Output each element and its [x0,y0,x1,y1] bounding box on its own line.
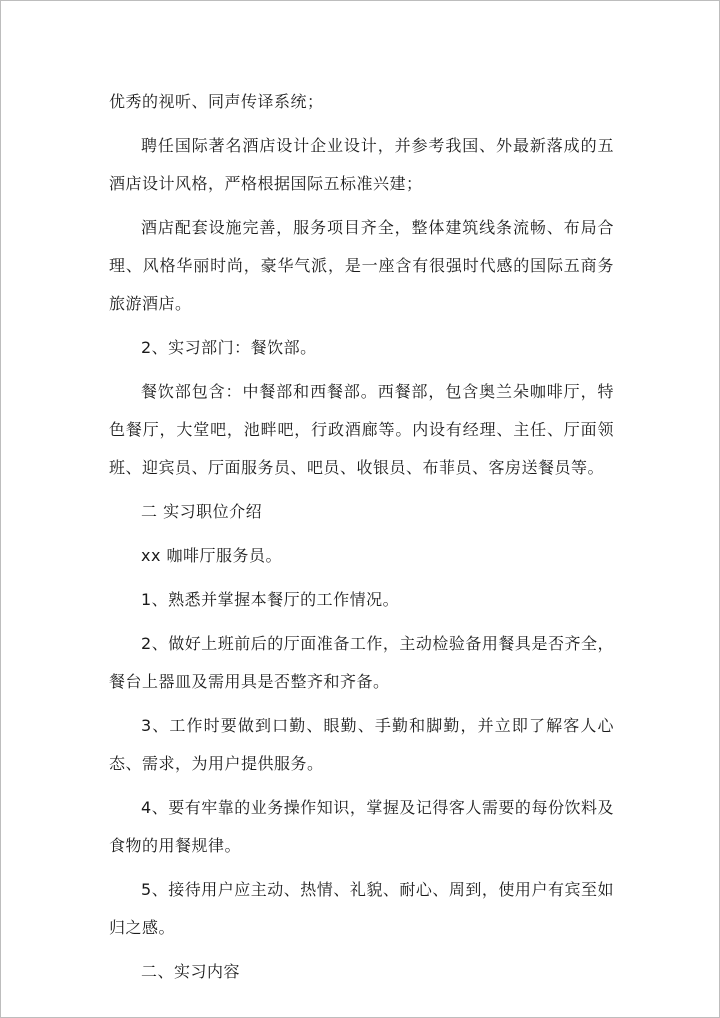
section-position-intro: 二 实习职位介绍 [141,502,263,521]
paragraph-fnb-department: 餐饮部包含：中餐部和西餐部。西餐部，包含奥兰朵咖啡厅，特色餐厅，大堂吧，池畔吧，行政酒廊等。内设有经理、主任、厅面领班、迎宾员、厅面服务员、吧员、收银员、布菲员、客房送餐员等。 [109,382,614,477]
list-item-duty-4: 4、要有牢靠的业务操作知识，掌握及记得客人需要的每份饮料及食物的用餐规律。 [109,798,614,855]
section-internship-department: 2、实习部门：餐饮部。 [141,338,317,357]
paragraph-position-title: xx 咖啡厅服务员。 [141,546,283,565]
paragraph-hotel-facilities: 酒店配套设施完善，服务项目齐全，整体建筑线条流畅、布局合理、风格华丽时尚，豪华气派，是一座含有很强时代感的国际五商务旅游酒店。 [109,218,614,313]
document-body [109,83,614,997]
paragraph-av-system: 优秀的视听、同声传译系统； [109,92,324,111]
list-item-duty-3: 3、工作时要做到口勤、眼勤、手勤和脚勤，并立即了解客人心态、需求，为用户提供服务。 [109,716,614,773]
list-item-duty-2: 2、做好上班前后的厅面准备工作，主动检验备用餐具是否齐全，餐台上器皿及需用具是否整齐和齐备。 [109,634,614,691]
section-internship-content: 二、实习内容 [141,962,241,981]
list-item-duty-5: 5、接待用户应主动、热情、礼貌、耐心、周到，使用户有宾至如归之感。 [109,880,614,937]
list-item-duty-1: 1、熟悉并掌握本餐厅的工作情况。 [141,590,400,609]
paragraph-hotel-design: 聘任国际著名酒店设计企业设计，并参考我国、外最新落成的五酒店设计风格，严格根据国际五标准兴建； [109,136,614,193]
